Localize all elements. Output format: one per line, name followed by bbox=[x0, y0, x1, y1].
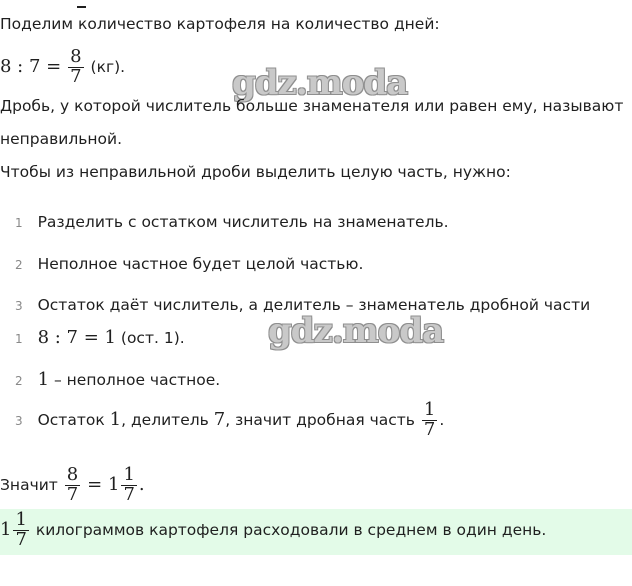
rule-text: Неполное частное будет целой частью. bbox=[37, 255, 364, 273]
conclusion bbox=[0, 466, 145, 505]
step-text-pre: Остаток bbox=[37, 410, 105, 429]
fraction-numerator: 8 bbox=[70, 46, 82, 67]
fraction-denominator: 7 bbox=[66, 483, 79, 505]
step-text: (ост. 1). bbox=[120, 329, 185, 347]
fraction-denominator: 7 bbox=[123, 483, 135, 505]
conclusion-end: . bbox=[138, 473, 145, 495]
definition-line-1: Дробь, у которой числитель больше знаменателя или равен ему, называют bbox=[0, 97, 624, 115]
step-item-3 bbox=[15, 401, 444, 440]
list-number: 3 bbox=[15, 413, 23, 428]
divisor-value: 7 bbox=[213, 408, 226, 430]
answer bbox=[0, 511, 546, 550]
fraction-numerator: 1 bbox=[423, 399, 436, 420]
list-number: 3 bbox=[15, 299, 23, 313]
fraction-8-7 bbox=[65, 466, 80, 505]
rule-item-2 bbox=[15, 255, 363, 273]
step-item-1 bbox=[15, 327, 185, 348]
unit-label: (кг). bbox=[90, 57, 126, 76]
fraction-denominator: 7 bbox=[423, 418, 436, 440]
fraction-numerator: 1 bbox=[123, 464, 135, 485]
conclusion-text: Значит bbox=[0, 475, 58, 494]
equation-division bbox=[0, 48, 125, 87]
remainder-value: 1 bbox=[109, 408, 122, 430]
list-number: 1 bbox=[15, 332, 23, 346]
fraction-1-7 bbox=[422, 401, 437, 440]
equation-lhs: 8 : 7 = bbox=[0, 55, 62, 77]
step-math: 1 bbox=[37, 369, 50, 390]
conclusion-equals: = 1 bbox=[87, 473, 120, 495]
rule-intro: Чтобы из неправильной дроби выделить целую часть, нужно: bbox=[0, 163, 511, 181]
answer-text: килограммов картофеля расходовали в среднем в один день. bbox=[35, 520, 547, 539]
fraction-numerator: 1 bbox=[15, 509, 27, 530]
fraction-denominator: 7 bbox=[15, 528, 27, 550]
answer-fraction bbox=[13, 511, 28, 550]
intro-text: Поделим количество картофеля на количество дней: bbox=[0, 15, 440, 33]
list-number: 2 bbox=[15, 258, 23, 272]
top-dash bbox=[77, 6, 86, 8]
step-math: 8 : 7 = 1 bbox=[37, 327, 116, 348]
step-text-post: , значит дробная часть bbox=[225, 410, 415, 429]
fraction-1-7 bbox=[121, 466, 136, 505]
list-number: 1 bbox=[15, 216, 23, 230]
rule-text: Остаток даёт числитель, а делитель – знаменатель дробной части bbox=[37, 296, 591, 314]
watermark: gdz.moda bbox=[232, 63, 408, 103]
step-text-mid: , делитель bbox=[121, 410, 209, 429]
step-text: – неполное частное. bbox=[53, 371, 221, 389]
definition-line-2: неправильной. bbox=[0, 130, 123, 148]
rule-item-1 bbox=[15, 213, 449, 231]
watermark: gdz.moda bbox=[268, 311, 444, 351]
fraction-numerator: 8 bbox=[66, 464, 79, 485]
rule-text: Разделить с остатком числитель на знаменатель. bbox=[37, 213, 449, 231]
list-number: 2 bbox=[15, 374, 23, 388]
step-end: . bbox=[439, 410, 445, 429]
fraction-denominator: 7 bbox=[70, 65, 82, 87]
answer-whole: 1 bbox=[0, 518, 12, 540]
step-item-2 bbox=[15, 369, 220, 390]
fraction-8-7 bbox=[68, 48, 83, 87]
